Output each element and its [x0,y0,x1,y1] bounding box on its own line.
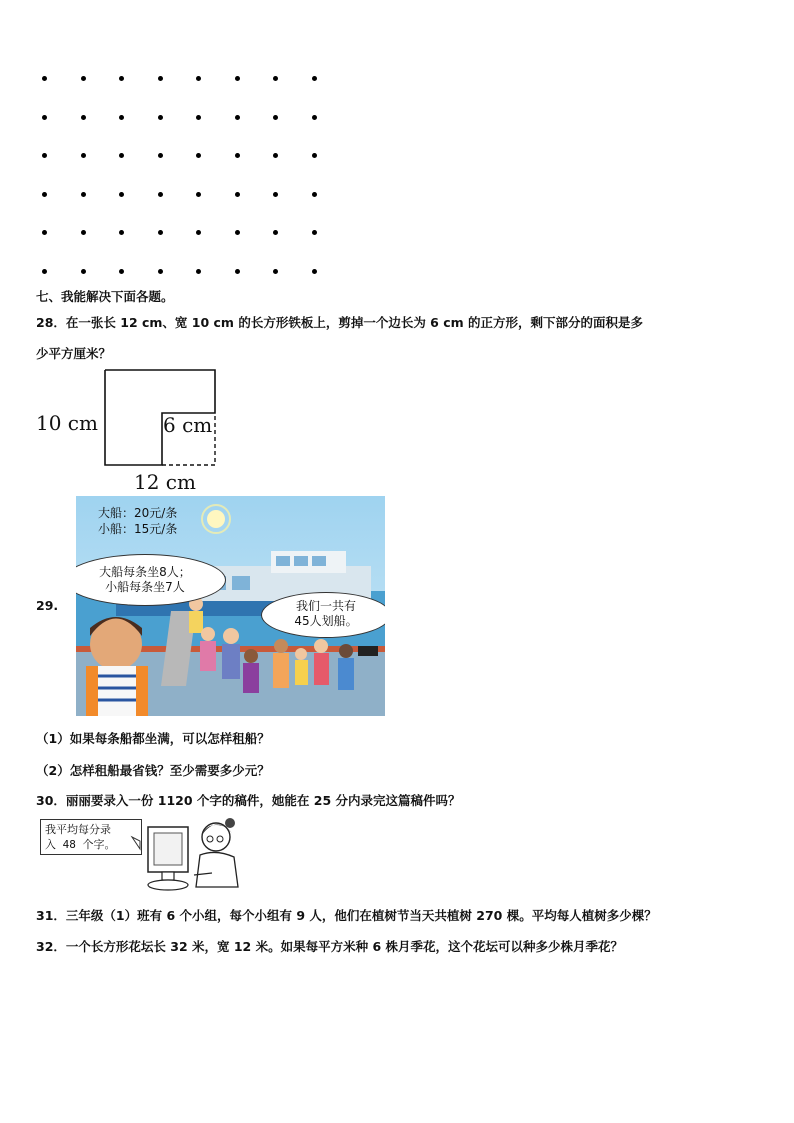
grid-dot [235,269,240,274]
grid-dot [158,153,163,158]
length-label: 12 cm [134,470,196,494]
bubble-right-line-1: 我们一共有 [295,599,356,613]
section-heading: 七、我能解决下面各题。 [36,289,174,304]
grid-dot [158,192,163,197]
grid-dot [81,76,86,81]
speech-box-line-2: 入 48 个字。 [45,838,116,851]
grid-dot [273,115,278,120]
question-30-illustration [36,815,246,895]
grid-dot [312,192,317,197]
question-28-line-2: 少平方厘米？ [36,346,112,361]
grid-dot [235,192,240,197]
grid-dot [312,115,317,120]
grid-dot [158,269,163,274]
question-29-sub-2: （2）怎样租船最省钱？至少需要多少元？ [36,763,270,778]
question-28-line-1: 28．在一张长 12 cm、宽 10 cm 的长方形铁板上，剪掉一个边长为 6 cm 的正方形，剩下部分的面积是多 [36,315,644,330]
grid-dot [119,76,124,81]
grid-dot [312,76,317,81]
grid-dot [42,115,47,120]
grid-dot [235,76,240,81]
dot-grid [36,70,336,290]
grid-dot [273,76,278,81]
grid-dot [196,192,201,197]
question-32-text: 32．一个长方形花坛长 32 米，宽 12 米。如果每平方米种 6 株月季花，这个花坛可以种多少株月季花？ [36,939,623,954]
grid-dot [196,230,201,235]
bubble-right-line-2: 45人划船。 [294,614,358,628]
price-small-boat: 小船：15元/条 [98,522,178,536]
grid-dot [81,230,86,235]
grid-dot [42,269,47,274]
question-29-number: 29. [36,598,59,613]
grid-dot [119,115,124,120]
grid-dot [42,230,47,235]
grid-dot [81,192,86,197]
bubble-left-line-2: 小船每条坐7人 [105,580,185,594]
grid-dot [119,153,124,158]
grid-dot [235,115,240,120]
grid-dot [119,269,124,274]
bubble-left-line-1: 大船每条坐8人； [99,565,191,579]
grid-dot [158,115,163,120]
speech-bubble-right [261,592,385,638]
grid-dot [273,192,278,197]
grid-dot [42,153,47,158]
grid-dot [158,230,163,235]
width-label: 10 cm [36,411,98,435]
grid-dot [312,153,317,158]
question-30-text: 30．丽丽要录入一份 1120 个字的稿件，她能在 25 分内录完这篇稿件吗？ [36,793,461,808]
grid-dot [235,153,240,158]
grid-dot [273,230,278,235]
grid-dot [196,115,201,120]
grid-dot [235,230,240,235]
grid-dot [196,269,201,274]
grid-dot [158,76,163,81]
grid-dot [119,230,124,235]
question-29-illustration [76,496,385,716]
grid-dot [81,153,86,158]
speech-box-line-1: 我平均每分录 [45,823,111,836]
question-28-figure [30,365,230,495]
grid-dot [273,269,278,274]
grid-dot [42,192,47,197]
square-side-label: 6 cm [163,413,213,437]
grid-dot [312,269,317,274]
grid-dot [273,153,278,158]
grid-dot [119,192,124,197]
girl-at-computer-illustration [36,815,246,895]
grid-dot [196,76,201,81]
grid-dot [312,230,317,235]
question-31-text: 31．三年级（1）班有 6 个小组，每个小组有 9 人，他们在植树节当天共植树 270 棵。平均每人植树多少棵？ [36,908,657,923]
grid-dot [81,115,86,120]
grid-dot [196,153,201,158]
question-29-sub-1: （1）如果每条船都坐满，可以怎样租船？ [36,731,270,746]
grid-dot [81,269,86,274]
price-big-boat: 大船：20元/条 [98,506,178,520]
grid-dot [42,76,47,81]
